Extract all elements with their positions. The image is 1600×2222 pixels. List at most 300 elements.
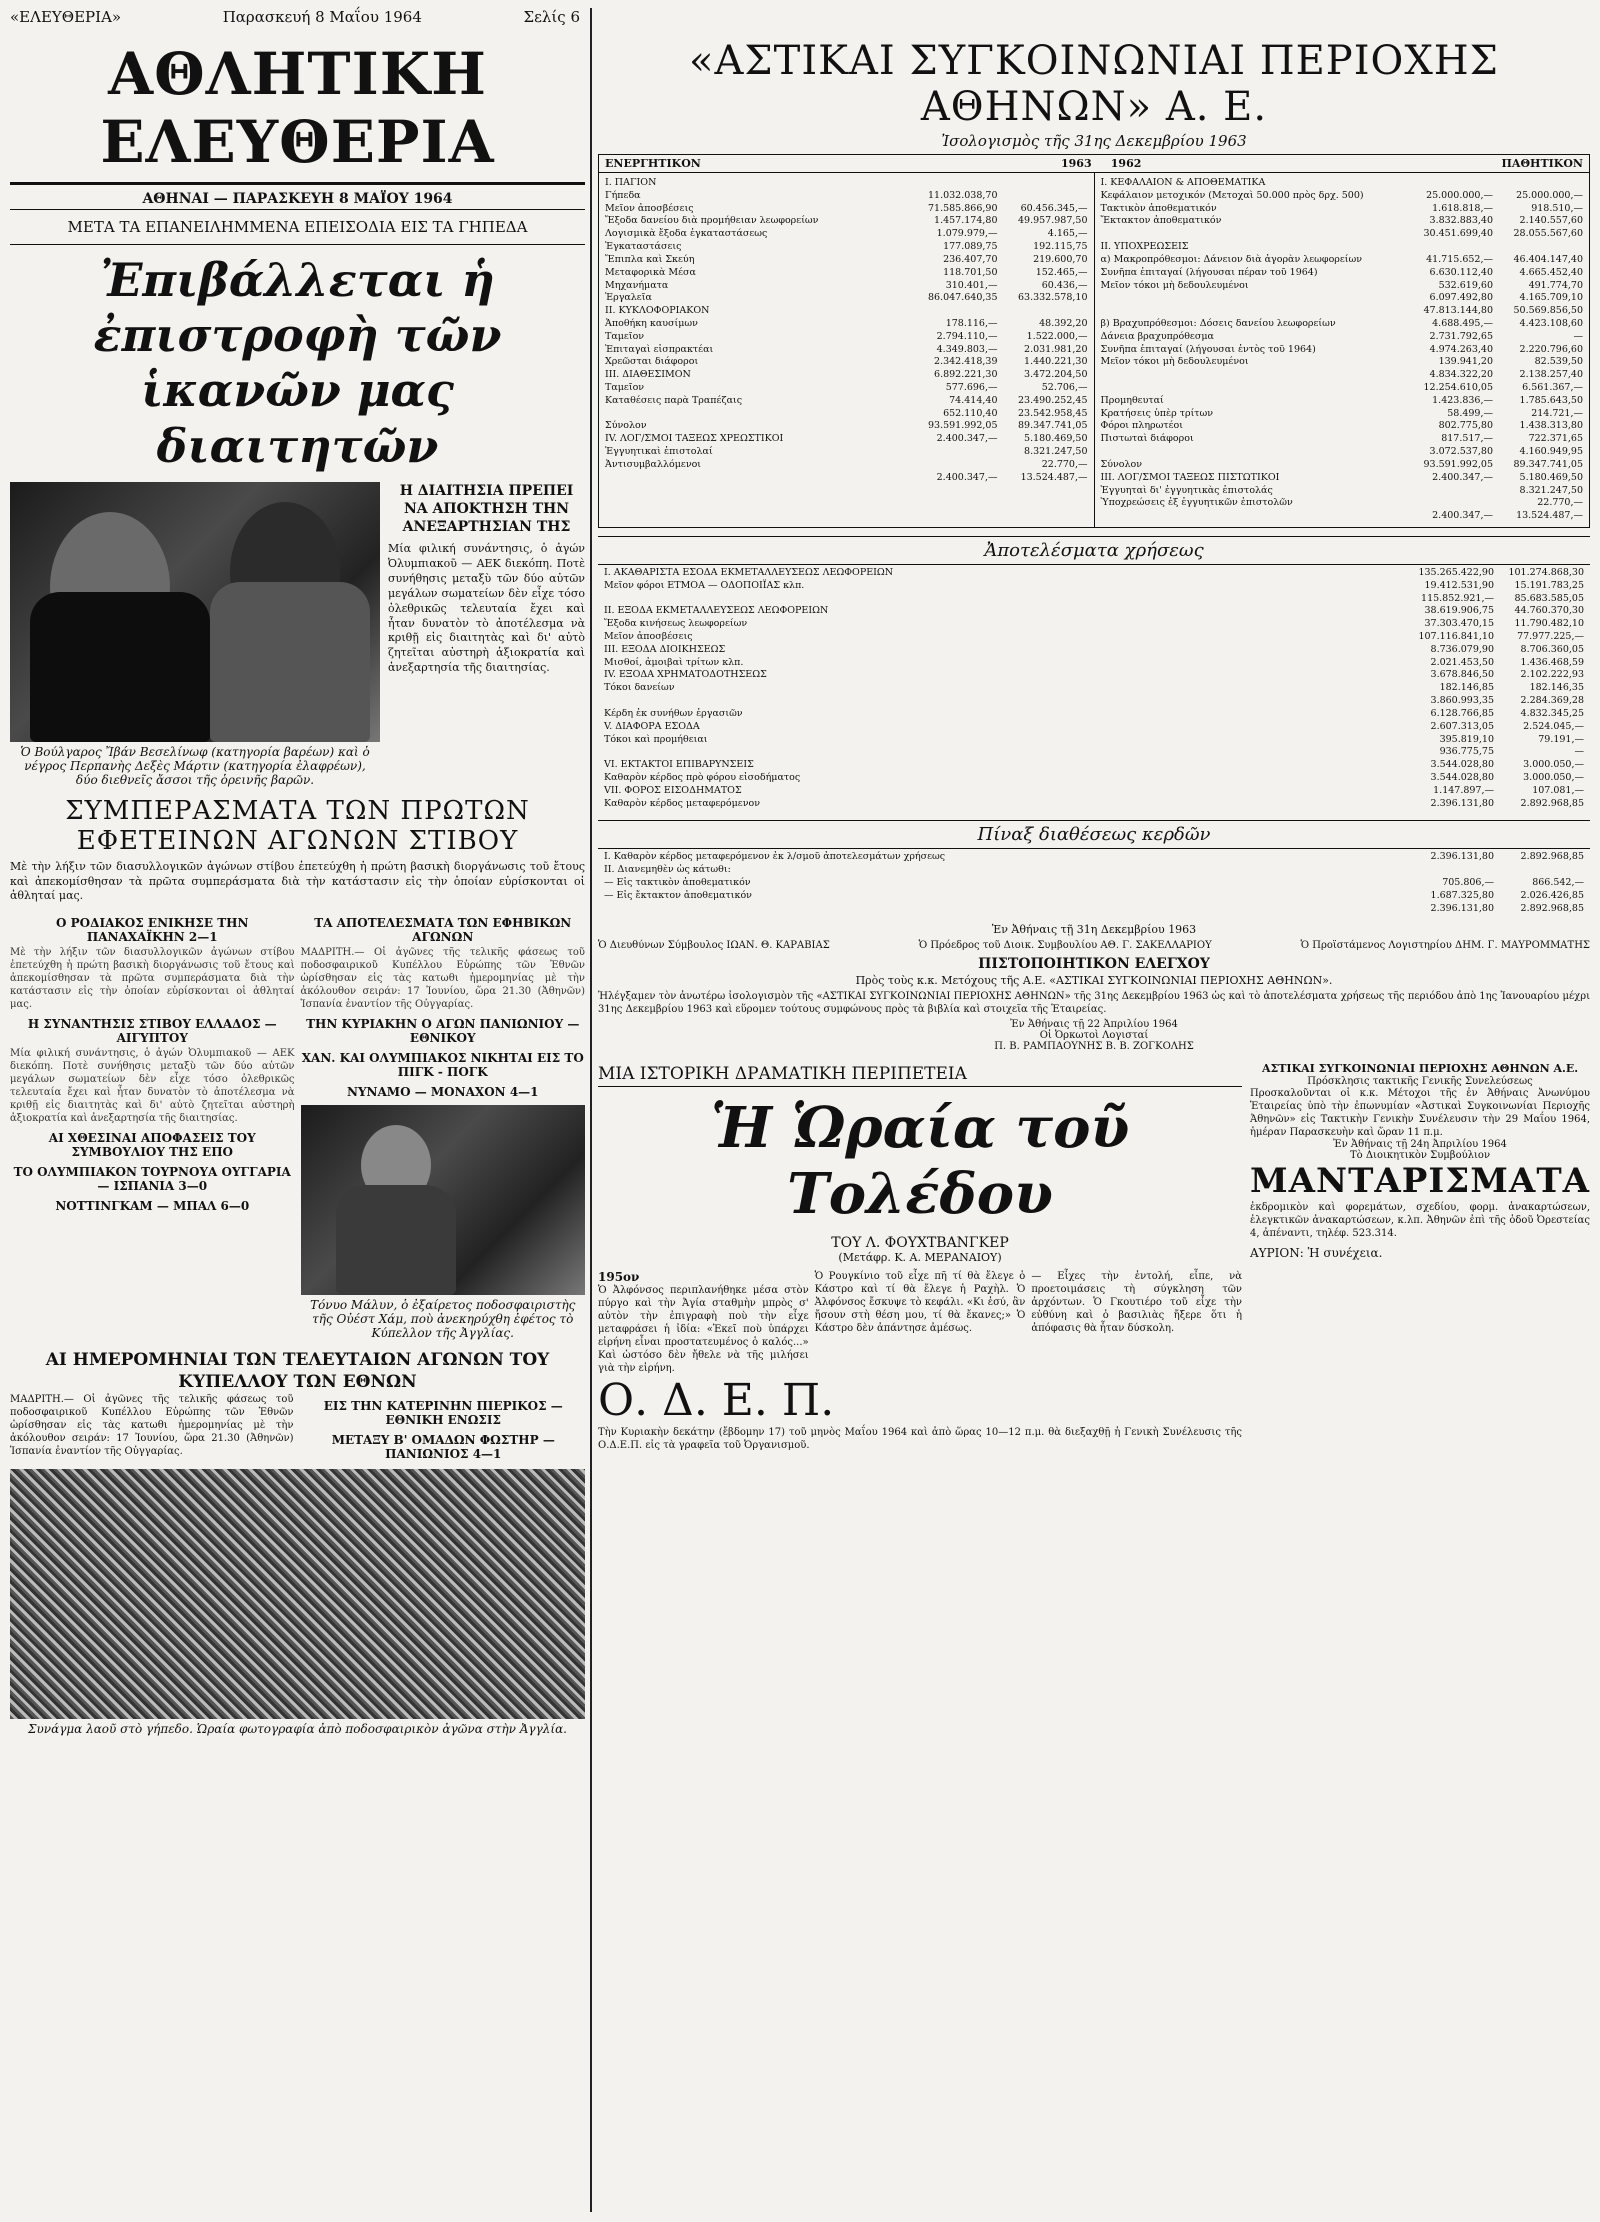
ledger-value-1963: 936.775,75 <box>1439 746 1494 758</box>
ledger-value-1963 <box>908 177 998 190</box>
ledger-value-1962: 44.760.370,30 <box>1514 605 1584 617</box>
asset-row <box>605 369 1088 382</box>
result-row <box>604 798 1584 811</box>
liability-row <box>1101 382 1584 395</box>
ledger-value-1963: 135.265.422,90 <box>1418 566 1494 578</box>
ledger-value-1963: 2.396.131,80 <box>1430 902 1494 914</box>
ledger-label: Μεῖον τόκοι μὴ δεδουλευμένοι <box>1100 279 1249 291</box>
ledger-value-1962: 52.706,— <box>1041 382 1088 393</box>
ledger-value-1962: 77.977.225,— <box>1517 631 1584 642</box>
story-part-2: Ὁ Ρουγκίνιο τοῦ εἶχε πῆ τί θὰ ἔλεγε ὁ Κάστρο καὶ τί θὰ ἔλεγε ἡ Ραχὴλ. Ὁ Ἀλφόνσος ἔσκυψε τὸ κεφάλι. «Κι ἐσύ, ἂν ἤσουν στὴ θέση μου, τί θὰ ἔκανες;» Ὁ Κάστρο δὲν ἀπάντησε ἀμέσως. <box>814 1270 1026 1334</box>
article-snippet: ΜΑΔΡΙΤΗ.— Οἱ ἀγῶνες τῆς τελικῆς φάσεως τοῦ ποδοσφαιρικοῦ Κυπέλλου Εὐρώπης τῶν Ἐθνῶν ὡρίσθησαν εἰς τὰς κατωθι ἡμερομηνίας μὲ τὴν ἀκόλουθον σειράν: 17 Ἰουνίου, ὥρα 21.30 (Ἀθηνῶν) Ἱσπανία ἐναντίον τῆς Οὐγγαρίας. <box>300 947 585 1011</box>
ledger-value-1963: 115.852.921,— <box>1421 592 1494 604</box>
ledger-value-1963: 93.591.992,05 <box>1423 458 1493 470</box>
ledger-value-1963: 30.451.699,40 <box>1423 228 1493 240</box>
ledger-label: V. ΔΙΑΦΟΡΑ ΕΣΟΔΑ <box>604 720 700 732</box>
notice-title: ΑΣΤΙΚΑΙ ΣΥΓΚΟΙΝΩΝΙΑΙ ΠΕΡΙΟΧΗΣ ΑΘΗΝΩΝ Α.Ε. <box>1261 1061 1579 1075</box>
ledger-value-1962: 5.180.469,50 <box>1519 471 1583 483</box>
ledger-value-1962: 219.600,70 <box>1033 253 1088 265</box>
masthead-rule <box>10 182 585 185</box>
liability-row <box>1101 215 1584 228</box>
subhead-panionios: ΤΗΝ ΚΥΡΙΑΚΗΝ Ο ΑΓΩΝ ΠΑΝΙΩΝΙΟΥ — ΕΘΝΙΚΟΥ <box>306 1017 580 1046</box>
year-a: 1963 <box>1060 157 1092 170</box>
ledger-value-1962 <box>998 177 1088 190</box>
certificate-title: ΠΙΣΤΟΠΟΙΗΤΙΚΟΝ ΕΛΕΓΧΟΥ <box>978 956 1210 973</box>
ledger-value-1962: 101.274.868,30 <box>1508 566 1584 578</box>
asset-row <box>605 459 1088 472</box>
ledger-label: Ἔξοδα κινήσεως λεωφορείων <box>604 618 748 630</box>
ledger-value-1962 <box>1494 864 1584 877</box>
liability-row <box>1101 420 1584 433</box>
ledger-label: Τόκοι καὶ προμήθειαι <box>604 733 708 745</box>
subhead-olympic: ΤΟ ΟΛΥΜΠΙΑΚΟΝ ΤΟΥΡΝΟΥΑ ΟΥΓΓΑΡΙΑ — ΙΣΠΑΝΙΑ 3—0 <box>13 1165 291 1194</box>
subhead-pingpong: ΧΑΝ. ΚΑΙ ΟΛΥΜΠΙΑΚΟΣ ΝΙΚΗΤΑΙ ΕΙΣ ΤΟ ΠΙΓΚ - ΠΟΓΚ <box>301 1051 584 1080</box>
mantar-title: ΜΑΝΤΑΡΙΣΜΑΤΑ <box>1250 1160 1590 1201</box>
ledger-value-1963: 2.794.110,— <box>936 330 998 342</box>
ledger-label: Καταθέσεις παρὰ Τραπέζαις <box>605 394 743 406</box>
liability-row <box>1101 241 1584 254</box>
ledger-value-1962: 89.347.741,05 <box>1017 420 1088 432</box>
ledger-value-1962: 48.392,20 <box>1039 317 1088 329</box>
ledger-value-1962: 15.191.783,25 <box>1514 579 1584 591</box>
ledger-value-1962: 22.770,— <box>1041 458 1088 470</box>
result-row <box>604 759 1584 772</box>
result-row <box>604 721 1584 734</box>
asset-row <box>605 177 1088 190</box>
ledger-label <box>1101 305 1404 318</box>
signatory-chairman: Ὁ Πρόεδρος τοῦ Διοικ. Συμβουλίου ΑΘ. Γ. ΣΑΚΕΛΛΑΡΙΟΥ <box>918 940 1212 952</box>
liability-row <box>1101 190 1584 203</box>
top-bar <box>10 8 580 26</box>
ledger-label <box>605 408 908 421</box>
result-row <box>604 708 1584 721</box>
ledger-label: Ἐπιταγαὶ εἰσπρακτέαι <box>605 343 714 355</box>
ledger-value-1962: 6.561.367,— <box>1522 382 1583 393</box>
auditors-label: Οἱ Ὀρκωτοὶ Λογισταί <box>1039 1029 1149 1041</box>
ledger-value-1962: 2.892.968,85 <box>1520 851 1584 863</box>
ledger-value-1963: 2.396.131,80 <box>1430 797 1494 809</box>
certificate-text: Ἠλέγξαμεν τὸν ἀνωτέρω ἰσολογισμὸν τῆς «ΑΣΤΙΚΑΙ ΣΥΓΚΟΙΝΩΝΙΑΙ ΠΕΡΙΟΧΗΣ ΑΘΗΝΩΝ» τῆς 31ης Δεκεμβρίου 1963 ὡς καὶ τὸ ἀποτελέσματα χρήσεως τῆς περιόδου ἀπὸ 1ης Ἰανουαρίου μέχρι 31ης Δεκεμβρίου 1963 καὶ εὕρομεν τούτους συμφώνους πρὸς τὰ βιβλία καὶ στοιχεῖα τῆς Ἑταιρείας. <box>598 990 1590 1015</box>
distribution-title: Πίναξ διαθέσεως κερδῶν <box>598 820 1590 849</box>
liability-row <box>1101 280 1584 293</box>
ledger-value-1962: 8.706.360,05 <box>1520 643 1584 655</box>
asset-row <box>605 292 1088 305</box>
ledger-label: α) Μακροπρόθεσμοι: Δάνειον διὰ ἀγορὰν λεωφορείων <box>1100 253 1363 265</box>
ledger-label: II. ΕΞΟΔΑ ΕΚΜΕΤΑΛΛΕΥΣΕΩΣ ΛΕΩΦΟΡΕΙΩΝ <box>604 605 829 617</box>
ledger-value-1963 <box>1403 497 1493 510</box>
ledger-value-1963: 2.021.453,50 <box>1430 656 1494 668</box>
liability-row <box>1101 459 1584 472</box>
ledger-label: Ἀποθήκη καυσίμων <box>605 317 698 329</box>
ledger-value-1963: 25.000.000,— <box>1426 189 1493 201</box>
ledger-value-1963: 1.687.325,80 <box>1430 889 1494 901</box>
liability-row <box>1101 203 1584 216</box>
auditors: Π. Β. ΡΑΜΠΑΟΥΝΗΣ Β. Β. ΖΟΓΚΟΛΗΣ <box>994 1040 1194 1052</box>
asset-row <box>605 203 1088 216</box>
distribution-row <box>604 903 1584 916</box>
ledger-value-1962 <box>1493 177 1583 190</box>
ledger-label: Συνῆπα ἐπιταγαί (λήγουσαι ἐντὸς τοῦ 1964) <box>1100 343 1316 355</box>
ledger-value-1962: 152.465,— <box>1035 266 1088 278</box>
ledger-value-1963: 3.544.028,80 <box>1430 759 1494 771</box>
crowd-photo <box>10 1469 585 1719</box>
paper-name: «ΕΛΕΥΘΕΡΙΑ» <box>10 8 122 26</box>
notice-sign: Τὸ Διοικητικὸν Συμβούλιον <box>1349 1149 1491 1161</box>
ledger-value-1963: 107.116.841,10 <box>1418 631 1494 642</box>
result-row <box>604 644 1584 657</box>
asset-row <box>605 472 1088 485</box>
ledger-value-1962: 82.539,50 <box>1534 356 1583 368</box>
ledger-value-1963: 1.147.897,— <box>1433 784 1494 796</box>
ledger-label <box>1101 369 1404 382</box>
ledger-value-1963: 12.254.610,05 <box>1423 382 1493 393</box>
ledger-value-1962: 192.115,75 <box>1033 241 1088 253</box>
asset-row <box>605 254 1088 267</box>
asset-row <box>605 382 1088 395</box>
ledger-label: III. ΛΟΓ/ΣΜΟΙ ΤΑΞΕΩΣ ΠΙΣΤΩΤΙΚΟΙ <box>1100 471 1280 483</box>
liability-row <box>1101 344 1584 357</box>
ledger-value-1962: 491.774,70 <box>1528 279 1583 291</box>
liabilities-header: ΠΑΘΗΤΙΚΟΝ <box>1501 157 1583 170</box>
ledger-value-1962: 4.423.108,60 <box>1519 317 1583 329</box>
ledger-value-1963: 1.618.818,— <box>1432 202 1493 214</box>
ledger-value-1962: 2.138.257,40 <box>1519 369 1583 381</box>
ledger-label <box>1101 510 1404 523</box>
ledger-value-1963: 177.089,75 <box>943 241 998 253</box>
ledger-value-1963: 652.110,40 <box>943 407 998 419</box>
ledger-label <box>1101 292 1404 305</box>
ledger-value-1963: 1.079.979,— <box>936 228 998 240</box>
result-row <box>604 567 1584 580</box>
ledger-label: I. ΠΑΓΙΟΝ <box>605 177 657 188</box>
ledger-value-1963: 8.736.079,90 <box>1430 643 1494 655</box>
ledger-value-1962: 23.490.252,45 <box>1017 394 1088 406</box>
ledger-label: Καθαρὸν κέρδος πρὸ φόρου εἰσοδήματος <box>604 771 801 783</box>
ledger-label: IV. ΛΟΓ/ΣΜΟΙ ΤΑΞΕΩΣ ΧΡΕΩΣΤΙΚΟΙ <box>605 433 784 445</box>
ledger-label: Ἔξοδα δανείου διὰ προμήθειαν λεωφορείων <box>605 215 819 227</box>
ledger-value-1962: 8.321.247,50 <box>1519 484 1583 496</box>
ledger-value-1962: 918.510,— <box>1531 202 1583 214</box>
ledger-value-1963: 182.146,85 <box>1439 682 1494 694</box>
story-part-3: — Εἶχες τὴν ἐντολή, εἶπε, νὰ προετοιμάσεις τὴ σύγκληση τῶν ἀρχόντων. Ὁ Γκουτιέρο τοῦ εἶχε τὴν εὐθύνη καὶ ὁ βασιλιὰς ἤξερε ὅτι ἡ ἀπόφασις θὰ ἦταν δύσκολη. <box>1031 1270 1243 1334</box>
subhead-fostir: ΜΕΤΑΞΥ Β' ΟΜΑΔΩΝ ΦΩΣΤΗΡ — ΠΑΝΙΩΝΙΟΣ 4—1 <box>331 1433 555 1462</box>
liability-row <box>1101 369 1584 382</box>
liability-row <box>1101 433 1584 446</box>
ledger-label: Μισθοί, ἀμοιβαὶ τρίτων κλπ. <box>604 656 744 668</box>
asset-row <box>605 446 1088 459</box>
ledger-value-1963: 705.806,— <box>1442 877 1494 888</box>
liability-row <box>1101 318 1584 331</box>
ledger-value-1962: 1.440.221,30 <box>1024 356 1088 368</box>
result-row <box>604 682 1584 695</box>
ledger-value-1963: 74.414,40 <box>949 394 998 406</box>
ledger-value-1963: 1.423.836,— <box>1432 394 1493 406</box>
ledger-value-1962: 722.371,65 <box>1528 433 1583 445</box>
ledger-value-1963: 58.499,— <box>1447 407 1493 419</box>
ledger-value-1963: 3.832.883,40 <box>1429 215 1493 227</box>
ledger-value-1963: 38.619.906,75 <box>1424 605 1494 617</box>
ledger-value-1963: 2.731.792,65 <box>1429 330 1493 342</box>
assets-column <box>599 173 1094 527</box>
ledger-value-1962: 4.832.345,25 <box>1520 707 1584 719</box>
ledger-value-1963 <box>1403 485 1493 498</box>
ledger-value-1963: 6.128.766,85 <box>1430 707 1494 719</box>
liability-row <box>1101 510 1584 523</box>
ledger-value-1962: 3.000.050,— <box>1523 771 1584 783</box>
ledger-value-1962: 2.031.981,20 <box>1024 343 1088 355</box>
column-divider <box>590 8 592 2212</box>
ledger-value-1962: 60.436,— <box>1041 279 1088 291</box>
results-table <box>598 565 1590 812</box>
liability-row <box>1101 292 1584 305</box>
year-b: 1962 <box>1110 157 1142 170</box>
ledger-value-1963: 817.517,— <box>1441 433 1493 445</box>
notice-text: Προσκαλοῦνται οἱ κ.κ. Μέτοχοι τῆς ἐν Ἀθήναις Ἀνωνύμου Ἑταιρείας ὑπὸ τὴν ἐπωνυμίαν «Ἀστικαὶ Συγκοινωνίαι Περιοχῆς Ἀθηνῶν» εἰς Τακτικὴν Γενικὴν Συνέλευσιν τὴν 29 Μαΐου 1964, ἡμέραν Παρασκευὴν καὶ ὥραν 11 π.μ. <box>1250 1087 1590 1138</box>
signatory-ceo: Ὁ Διευθύνων Σύμβουλος ΙΩΑΝ. Θ. ΚΑΡΑΒΙΑΣ <box>598 940 830 952</box>
notices-column <box>1250 1062 1590 1452</box>
ledger-label: Προμηθευταί <box>1100 394 1164 406</box>
ledger-value-1962: 4.665.452,40 <box>1519 266 1583 278</box>
ledger-value-1962: 2.892.968,85 <box>1520 902 1584 914</box>
result-row <box>604 618 1584 631</box>
ledger-label: Μεταφορικὰ Μέσα <box>605 266 696 278</box>
ledger-label: Ἀντισυμβαλλόμενοι <box>605 458 702 470</box>
cup-headline: ΑΙ ΗΜΕΡΟΜΗΝΙΑΙ ΤΩΝ ΤΕΛΕΥΤΑΙΩΝ ΑΓΩΝΩΝ ΤΟΥ ΚΥΠΕΛΛΟΥ ΤΩΝ ΕΘΝΩΝ <box>45 1350 550 1393</box>
asset-row <box>605 215 1088 228</box>
ledger-label: VII. ΦΟΡΟΣ ΕΙΣΟΔΗΜΑΤΟΣ <box>604 784 742 796</box>
ledger-value-1962: 23.542.958,45 <box>1017 407 1088 419</box>
ledger-label: Ἐγγυητικαὶ ἐπιστολαί <box>605 446 713 458</box>
ledger-label: Ὑποχρεώσεις ἐξ ἐγγυητικῶν ἐπιστολῶν <box>1100 497 1293 509</box>
subhead-epo: ΑΙ ΧΘΕΣΙΝΑΙ ΑΠΟΦΑΣΕΙΣ ΤΟΥ ΣΥΜΒΟΥΛΙΟΥ ΤΗΣ ΕΠΟ <box>48 1131 256 1160</box>
ledger-value-1963: 3.678.846,50 <box>1430 669 1494 681</box>
ledger-label: II. Διανεμηθὲν ὡς κάτωθι: <box>604 864 731 876</box>
ledger-label: Κεφάλαιον μετοχικόν (Μετοχαὶ 50.000 πρὸς δρχ. 500) <box>1100 189 1364 201</box>
ledger-value-1963: 41.715.652,— <box>1426 253 1493 265</box>
distribution-row <box>604 864 1584 877</box>
ledger-value-1962: 1.785.643,50 <box>1519 394 1583 406</box>
liability-row <box>1101 267 1584 280</box>
ledger-value-1962: 49.957.987,50 <box>1017 215 1088 227</box>
ledger-label <box>1101 446 1404 459</box>
result-row <box>604 695 1584 708</box>
liability-row <box>1101 472 1584 485</box>
ledger-value-1962: 4.165,— <box>1047 228 1088 240</box>
ledger-value-1962: 2.892.968,85 <box>1520 797 1584 809</box>
ledger-value-1962: 13.524.487,— <box>1516 510 1583 522</box>
ledger-label: Κέρδη ἐκ συνήθων ἐργασιῶν <box>604 707 743 719</box>
asset-row <box>605 331 1088 344</box>
ledger-value-1962: 866.542,— <box>1532 877 1584 888</box>
ledger-value-1963: 4.349.803,— <box>936 343 998 355</box>
ledger-label: IV. ΕΞΟΔΑ ΧΡΗΜΑΤΟΔΟΤΗΣΕΩΣ <box>604 669 767 681</box>
asset-row <box>605 420 1088 433</box>
ledger-value-1963: 93.591.992,05 <box>927 420 998 432</box>
ledger-value-1962: 2.102.222,93 <box>1520 669 1584 681</box>
ledger-value-1963: 577.696,— <box>945 382 998 393</box>
odep-text: Τὴν Κυριακὴν δεκάτην (ἔβδομην 17) τοῦ μηνὸς Μαΐου 1964 καὶ ἀπὸ ὥρας 10—12 π.μ. θὰ διεξαχθῇ ἡ Γενικὴ Συνέλευσις τῆς Ο.Δ.Ε.Π. εἰς τὰ γραφεῖα τοῦ Ὀργανισμοῦ. <box>598 1426 1243 1451</box>
ledger-value-1963: 2.400.347,— <box>1432 510 1493 522</box>
ledger-value-1962: — <box>1574 746 1584 758</box>
liability-row <box>1101 177 1584 190</box>
ledger-value-1963 <box>1404 864 1494 877</box>
liability-row <box>1101 331 1584 344</box>
athletics-intro: Μὲ τὴν λήξιν τῶν διασυλλογικῶν ἀγώνων στίβου ἐπετεύχθη ἡ πρώτη βασικὴ διοργάνωσις τοῦ ἔτους καὶ ἀπεκομίσθησαν τὰ πρῶτα συμπεράσματα διὰ τὴν κατάστασιν εἰς τὴν ὁποίαν εὑρίσκονται οἱ ἀθληταί μας. <box>10 859 585 903</box>
liability-row <box>1101 356 1584 369</box>
ledger-value-1962: 214.721,— <box>1531 407 1583 419</box>
asset-row <box>605 408 1088 421</box>
ledger-label <box>605 472 908 485</box>
ledger-value-1963: 395.819,10 <box>1439 733 1494 745</box>
asset-row <box>605 267 1088 280</box>
ledger-label: III. ΕΞΟΔΑ ΔΙΟΙΚΗΣΕΩΣ <box>604 643 726 655</box>
crowd-caption: Συνάγμα λαοῦ στὸ γήπεδο. Ὡραία φωτογραφία ἀπὸ ποδοσφαιρικὸν ἀγῶνα στὴν Ἀγγλία. <box>28 1722 567 1737</box>
ledger-value-1962: 2.524.045,— <box>1523 720 1584 732</box>
subhead-katerini: ΕΙΣ ΤΗΝ ΚΑΤΕΡΙΝΗΝ ΠΙΕΡΙΚΟΣ — ΕΘΝΙΚΗ ΕΝΩΣΙΣ <box>323 1399 563 1428</box>
ledger-value-1963: 3.072.537,80 <box>1429 446 1493 458</box>
ledger-value-1963: 4.688.495,— <box>1432 317 1493 329</box>
sports-dateline: ΑΘΗΝΑΙ — ΠΑΡΑΣΚΕΥΗ 8 ΜΑΪΟΥ 1964 <box>10 189 585 210</box>
ledger-value-1963: 118.701,50 <box>943 266 998 278</box>
ledger-label: Λογισμικὰ ἔξοδα ἐγκαταστάσεως <box>605 228 768 240</box>
ledger-label <box>1101 382 1404 395</box>
ledger-label: Ἔκτακτον ἀποθεματικόν <box>1100 215 1222 227</box>
ledger-label: III. ΔΙΑΘΕΣΙΜΟΝ <box>605 369 691 381</box>
subhead-nottingham: ΝΟΤΤΙΝΓΚΑΜ — ΜΠΑΛ 6—0 <box>55 1199 250 1214</box>
result-row <box>604 669 1584 682</box>
ledger-value-1963: 2.400.347,— <box>936 433 998 445</box>
result-row <box>604 734 1584 747</box>
ledger-label <box>604 695 1404 708</box>
asset-row <box>605 190 1088 203</box>
ledger-value-1963: 47.813.144,80 <box>1423 305 1493 317</box>
distribution-table <box>598 849 1590 917</box>
ledger-value-1962: 1.438.313,80 <box>1519 420 1583 432</box>
ledger-value-1963: 802.775,80 <box>1438 420 1493 432</box>
page-number: Σελίς 6 <box>523 8 580 26</box>
athletics-title: ΣΥΜΠΕΡΑΣΜΑΤΑ ΤΩΝ ΠΡΩΤΩΝ ΕΦΕΤΕΙΝΩΝ ΑΓΩΝΩΝ ΣΤΙΒΟΥ <box>65 795 530 856</box>
asset-row <box>605 241 1088 254</box>
ledger-label: Ταμεῖον <box>605 330 645 342</box>
ledger-label: Ἐργαλεῖα <box>605 292 652 304</box>
ledger-value-1962: 22.770,— <box>1537 497 1583 509</box>
wrestlers-caption: Ὁ Βούλγαρος Ἴβάν Βεσελίνωφ (κατηγορία βαρέων) καὶ ὁ νέγρος Περπανὴς Δεξὲς Μάρτιν (κατηγορία ἐλαφρέων), δύο διεθνεῖς ἄσσοι τῆς ὁρεινῆς βαρῶν. <box>20 744 370 787</box>
ledger-label <box>604 903 1404 916</box>
asset-row <box>605 305 1088 318</box>
subhead-greece-egypt: Η ΣΥΝΑΝΤΗΣΙΣ ΣΤΙΒΟΥ ΕΛΛΑΔΟΣ — ΑΙΓΥΠΤΟΥ <box>27 1017 277 1046</box>
subhead-dynamo: ΝΥΝΑΜΟ — ΜΟΝΑΧΟΝ 4—1 <box>346 1085 539 1100</box>
liability-row <box>1101 485 1584 498</box>
result-row <box>604 657 1584 670</box>
ledger-value-1963: 3.860.993,35 <box>1430 695 1494 707</box>
ledger-value-1962: 50.569.856,50 <box>1513 305 1583 317</box>
ledger-label: Τόκοι δανείων <box>604 682 675 694</box>
ledger-label: Τακτικὸν ἀποθεματικόν <box>1100 202 1217 214</box>
ledger-label: — Εἰς τακτικὸν ἀποθεματικόν <box>604 877 751 888</box>
story-banner: ΜΙΑ ΙΣΤΟΡΙΚΗ ΔΡΑΜΑΤΙΚΗ ΠΕΡΙΠΕΤΕΙΑ <box>598 1062 1242 1087</box>
ledger-value-1962: 2.220.796,60 <box>1519 343 1583 355</box>
ledger-value-1963: 2.400.347,— <box>936 471 998 483</box>
ledger-label: Μηχανήματα <box>605 279 669 291</box>
ledger-label <box>1101 228 1404 241</box>
liabilities-column <box>1094 173 1590 527</box>
ledger-value-1963 <box>1403 241 1493 254</box>
ledger-value-1963: 2.342.418,39 <box>934 356 998 368</box>
story-title: Ἡ Ὡραία τοῦ Τολέδου <box>710 1094 1130 1227</box>
ledger-value-1962: 1.522.000,— <box>1026 330 1088 342</box>
ledger-value-1963: 4.834.322,20 <box>1429 369 1493 381</box>
ledger-value-1962: 4.165.709,10 <box>1519 292 1583 304</box>
ledger-value-1963: 6.097.492,80 <box>1429 292 1493 304</box>
ledger-value-1963: 532.619,60 <box>1438 279 1493 291</box>
ledger-value-1963: 236.407,70 <box>943 253 998 265</box>
ledger-value-1963: 4.974.263,40 <box>1429 343 1493 355</box>
ledger-label: Ἐγκαταστάσεις <box>605 241 682 253</box>
asset-row <box>605 395 1088 408</box>
asset-row <box>605 356 1088 369</box>
issue-date: Παρασκευή 8 Μαΐου 1964 <box>222 8 422 26</box>
ledger-label: Μεῖον ἀποσβέσεις <box>605 202 694 214</box>
ledger-value-1962: 2.284.369,28 <box>1520 695 1584 707</box>
ledger-label: I. ΑΚΑΘΑΡΙΣΤΑ ΕΣΟΔΑ ΕΚΜΕΤΑΛΛΕΥΣΕΩΣ ΛΕΩΦΟΡΕΙΩΝ <box>604 566 894 578</box>
ledger-label <box>604 593 1404 606</box>
distribution-row <box>604 851 1584 864</box>
distribution-row <box>604 890 1584 903</box>
ledger-value-1962: 2.026.426,85 <box>1520 889 1584 901</box>
odep-title: Ο. Δ. Ε. Π. <box>598 1374 835 1426</box>
ledger-label: — Εἰς ἔκτακτον ἀποθεματικόν <box>604 889 752 901</box>
sports-section <box>10 30 585 1739</box>
ledger-label: Συνῆπα ἐπιταγαί (λήγουσαι πέραν τοῦ 1964) <box>1100 266 1318 278</box>
notice-subtitle: Πρόσκλησις τακτικῆς Γενικῆς Συνελεύσεως <box>1307 1075 1533 1087</box>
subhead-ephebic: ΤΑ ΑΠΟΤΕΛΕΣΜΑΤΑ ΤΩΝ ΕΦΗΒΙΚΩΝ ΑΓΩΝΩΝ <box>314 916 572 945</box>
result-row <box>604 772 1584 785</box>
ledger-value-1963 <box>908 305 998 318</box>
footballer-photo <box>301 1105 586 1295</box>
liability-row <box>1101 395 1584 408</box>
ledger-value-1963: 71.585.866,90 <box>927 202 998 214</box>
ledger-value-1963: 37.303.470,15 <box>1424 618 1494 630</box>
story-translator: (Μετάφρ. Κ. Α. ΜΕΡΑΝΑΙΟΥ) <box>838 1250 1002 1264</box>
ledger-label: β) Βραχυπρόθεσμοι: Δόσεις δανείου λεωφορείων <box>1100 317 1336 329</box>
ledger-value-1963: 11.032.038,70 <box>927 189 998 201</box>
sports-masthead: ΑΘΛΗΤΙΚΗ ΕΛΕΥΘΕΡΙΑ <box>100 40 495 176</box>
ledger-label: Κρατήσεις ὑπὲρ τρίτων <box>1100 407 1214 419</box>
ledger-label: II. ΚΥΚΛΟΦΟΡΙΑΚΟΝ <box>605 305 710 317</box>
ledger-label: VI. ΕΚΤΑΚΤΟΙ ΕΠΙΒΑΡΥΝΣΕΙΣ <box>604 759 754 771</box>
story-byline: ΤΟΥ Λ. ΦΟΥΧΤΒΑΝΓΚΕΡ <box>831 1234 1009 1251</box>
ledger-label: I. Καθαρὸν κέρδος μεταφερόμενον ἐκ λ/σμοῦ ἀποτελεσμάτων χρήσεως <box>604 851 946 863</box>
mantar-text: ἐκδρομικὸν καὶ φορεμάτων, σχεδίου, φορμ. ἀνακαρτώσεων, ἐλεγκτικῶν ἀνακαρτώσεων, κ.λπ. Ἀθηνῶν ἐπὶ τῆς ὁδοῦ Ὀρεστείας 4, ἀπέναντι, τηλέφ. 523.314. <box>1250 1201 1590 1239</box>
results-title: Ἀποτελέσματα χρήσεως <box>598 536 1590 565</box>
ledger-value-1963: 2.396.131,80 <box>1430 851 1494 863</box>
certificate-date: Ἐν Ἀθήναις τῇ 22 Ἀπριλίου 1964 <box>1010 1018 1178 1030</box>
ledger-label: Ἐγγυηταὶ δι' ἐγγυητικὰς ἐπιστολάς <box>1100 484 1273 496</box>
article-snippet: Μία φιλική συνάντησις, ὁ ἀγών Ὀλυμπιακοῦ — ΑΕΚ διεκόπη. Ποτὲ συνήθησις μεταξὺ τῶν δύο αὐτῶν μεγάλων σωματείων δὲν εἶχε τόσο ὀλεθρικῶς τελευταία ἔχει καὶ ἦταν δυνατὸν τὸ ἀποτέλεσμα νὰ κριθῇ εἰς διαιτητὰς καὶ δι' αὐτὸ ζητεῖται αὐστηρὴ ἀξιοκρατία καὶ ἀνεξαρτησία τῆς διαιτησίας. <box>10 1048 295 1125</box>
balance-subtitle: Ἰσολογισμὸς τῆς 31ης Δεκεμβρίου 1963 <box>941 132 1247 150</box>
company-title: «ΑΣΤΙΚΑΙ ΣΥΓΚΟΙΝΩΝΙΑΙ ΠΕΡΙΟΧΗΣ ΑΘΗΝΩΝ» Α. Ε. <box>689 38 1499 130</box>
ledger-value-1962: 63.332.578,10 <box>1017 292 1088 304</box>
ledger-value-1963: 139.941,20 <box>1438 356 1493 368</box>
distribution-row <box>604 877 1584 890</box>
main-headline: Ἐπιβάλλεται ἡ ἐπιστροφὴ τῶν ἱκανῶν μας διαιτητῶν <box>93 253 502 473</box>
asset-row <box>605 228 1088 241</box>
ledger-value-1962: 3.000.050,— <box>1523 759 1584 771</box>
ledger-value-1963: 1.457.174,80 <box>934 215 998 227</box>
result-row <box>604 593 1584 606</box>
ledger-value-1962 <box>998 190 1088 203</box>
ledger-value-1963: 178.116,— <box>945 317 998 329</box>
